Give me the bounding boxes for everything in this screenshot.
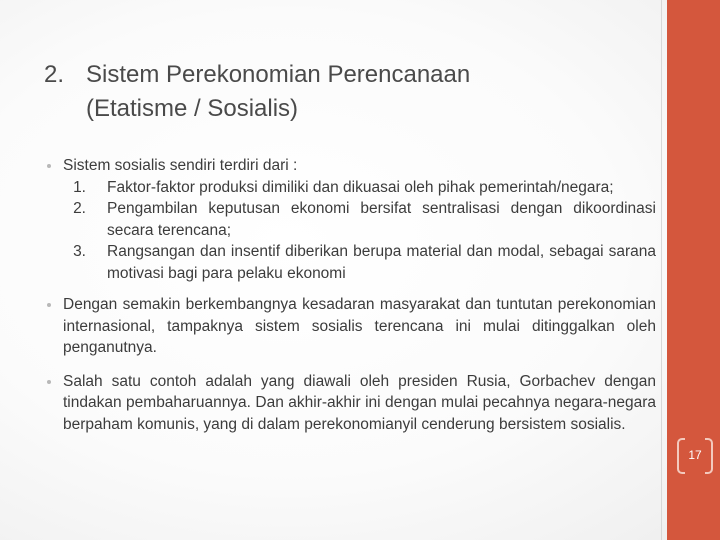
list-item — [63, 241, 656, 284]
list-item — [63, 198, 656, 241]
bullet-item — [46, 371, 656, 436]
numbered-list — [63, 177, 656, 285]
bullet-text: Salah satu contoh adalah yang diawali oleh presiden Rusia, Gorbachev dengan tindakan pembaharuannya. Dan akhir-akhir ini dengan mulai pecahnya negara-negara berpaham komunis, yang di dalam perekonomianyil cenderung bersistem sosialis. — [63, 372, 656, 433]
list-text: Pengambilan keputusan ekonomi bersifat sentralisasi dengan dikoordinasi secara terencana; — [107, 200, 656, 239]
bullet-item — [46, 155, 656, 284]
sidebar-divider — [661, 0, 662, 540]
bullet-text: Dengan semakin berkembangnya kesadaran masyarakat dan tuntutan perekonomian internasional, tampaknya sistem sosialis terencana ini mulai ditinggalkan oleh penganutnya. — [63, 296, 656, 356]
page-number: 17 — [688, 448, 702, 462]
list-item — [63, 177, 656, 199]
title-line-2: (Etatisme / Sosialis) — [86, 95, 299, 122]
slide-content — [46, 155, 656, 435]
list-number: 3. — [73, 243, 86, 260]
list-number: 2. — [73, 200, 86, 217]
list-number: 1. — [73, 178, 86, 196]
page-number-badge — [677, 438, 713, 476]
list-text: Rangsangan dan insentif diberikan berupa material dan modal, sebagai sarana motivasi bagi para pelaku ekonomi — [107, 243, 656, 282]
list-text: Faktor-faktor produksi dimiliki dan dikuasai oleh pihak pemerintah/negara; — [107, 178, 614, 196]
title-number: 2. — [44, 61, 65, 88]
title-line-1: Sistem Perekonomian Perencanaan — [86, 61, 471, 88]
bullet-text: Sistem sosialis sendiri terdiri dari : — [63, 157, 298, 174]
slide-title — [44, 58, 644, 126]
bullet-item — [46, 294, 656, 359]
